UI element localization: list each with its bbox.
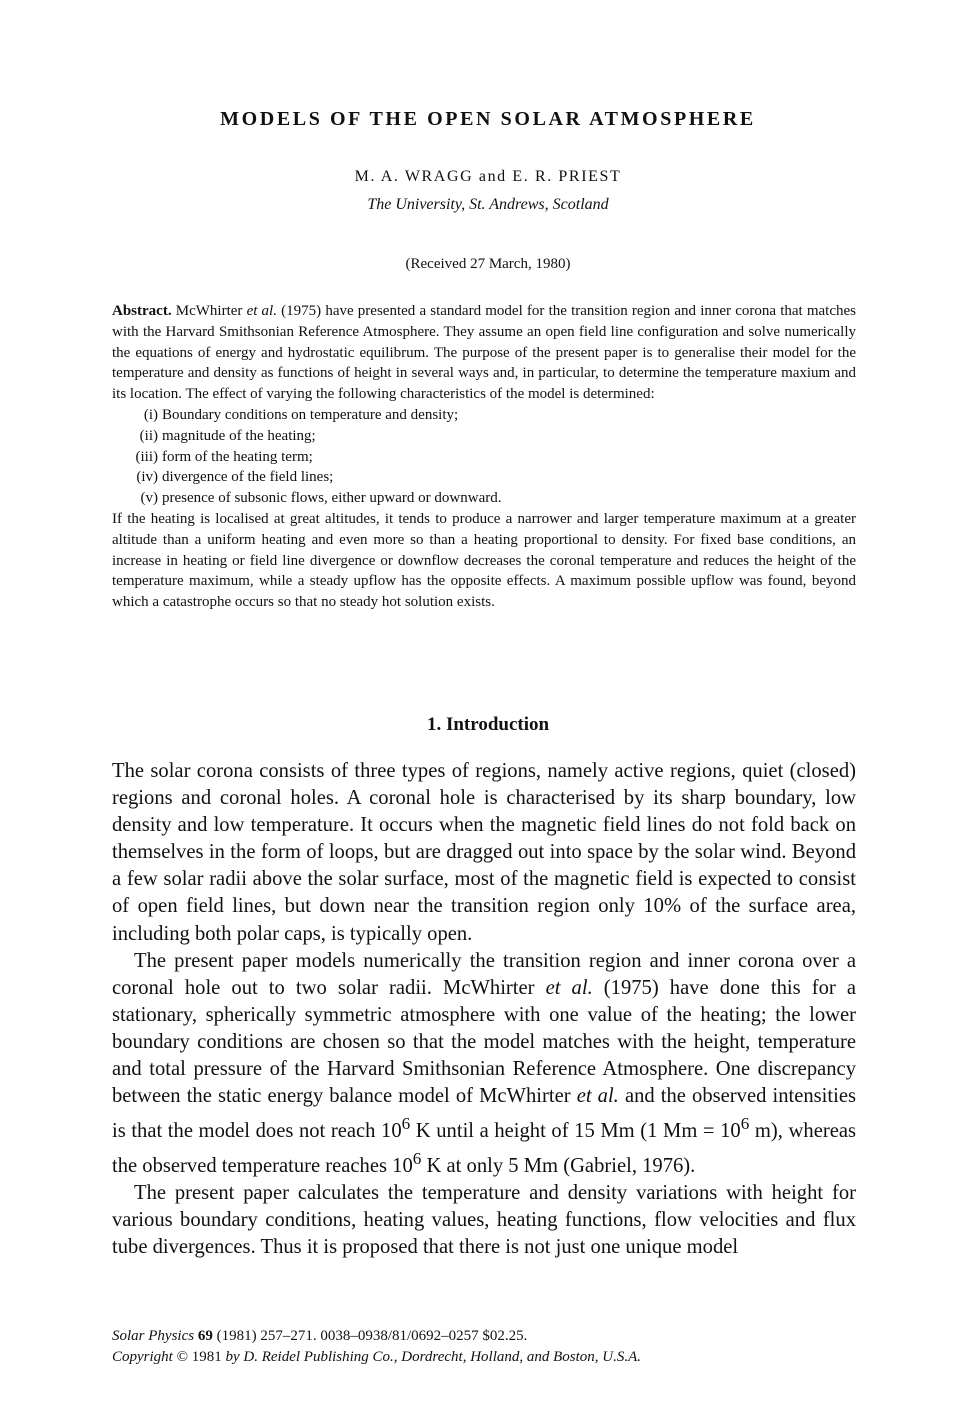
paragraph-1: The solar corona consists of three types of regions, namely active regions, quiet (closed) regions and coronal holes. A coronal hole is characterised by its sharp boundary, low density and low temperature. It occurs when the magnetic field lines do not fold back on themselves in the form of loops, but are dragged out into space by the solar wind. Beyond a few solar radii above the solar surface, most of the magnetic field is expected to consist of open field lines, but down near the transition region only 10% of the surface area, including both polar caps, is typically open. [112,760,856,945]
list-item [112,488,856,509]
list-item-number: (i) [143,406,158,423]
page-footer [112,1326,641,1368]
list-item-text: Boundary conditions on temperature and density; [162,406,459,423]
abstract-et-al: et al. [246,303,277,319]
list-item [112,447,856,468]
abstract-intro-part2: (1975) have presented a standard model for the transition region and inner corona that matches with the Harvard Smithsonian Reference Atmosphere. They assume an open field line configuration and solve numerically the equations of energy and hydrostatic equilibrum. The purpose of the present paper is to generalise their model for the temperature and density as functions of height in several ways and, in particular, to determine the temperature maxium and its location. The effect of varying the following characteristics of the model is determined: [112,303,857,403]
list-item-text: presence of subsonic flows, either upward or downward. [162,490,502,507]
p2-exponent-3: 6 [412,1149,422,1169]
paper-title: MODELS OF THE OPEN SOLAR ATMOSPHERE [220,108,756,130]
list-item [112,405,856,426]
abstract-intro [112,301,856,405]
p2-et-al-2: et al. [576,1085,619,1108]
citation-details: (1981) 257–271. 0038–0938/81/0692–0257 $02.25. [212,1328,528,1344]
list-item-text: divergence of the field lines; [162,469,334,486]
paragraph-3: The present paper calculates the temperature and density variations with height for various boundary conditions, heating values, heating functions, flow velocities and flux tube divergences. Thus it is proposed that there is not just one unique model [112,1182,856,1259]
list-item-number: (v) [140,490,158,507]
list-item-text: form of the heating term; [162,448,313,465]
received-date: (Received 27 March, 1980) [405,256,571,272]
p2-text-c: and the observed intensities is that the model does not reach 10 [112,1085,856,1143]
p2-text-b: (1975) have done this for a stationary, spherically symmetric atmosphere with one value of the heating; the lower boundary conditions are chosen so that the model matches with the height, temperature and total pressure of the Harvard Smithsonian Reference Atmosphere. One discrepancy between the static energy balance model of McWhirter [112,976,856,1108]
list-item-text: magnitude of the heating; [162,427,316,444]
paragraph-2 [112,948,856,1180]
abstract [112,301,856,613]
p2-exponent-2: 6 [740,1114,750,1134]
journal-citation [112,1326,641,1347]
p2-text-f: K at only 5 Mm (Gabriel, 1976). [421,1155,696,1178]
journal-name: Solar Physics [112,1328,195,1344]
copyright-line [112,1347,641,1368]
copyright-icon: © [176,1349,188,1365]
p2-text-e: m), whereas the observed temperature reaches 10 [112,1120,856,1178]
copyright-year: 1981 [188,1349,226,1365]
copyright-label: Copyright [112,1349,173,1365]
list-item [112,467,856,488]
section-heading: 1. Introduction [426,714,550,735]
body-text [112,758,856,1261]
author-affiliation: The University, St. Andrews, Scotland [367,196,609,213]
p2-et-al-1: et al. [545,976,593,999]
list-item-number: (ii) [139,427,158,444]
p2-exponent-1: 6 [401,1114,411,1134]
p2-text-d: K until a height of 15 Mm (1 Mm = 10 [410,1120,741,1143]
abstract-intro-part1: McWhirter [171,303,247,319]
abstract-label: Abstract. [112,303,172,319]
journal-volume: 69 [197,1328,213,1344]
list-item [112,426,856,447]
publisher: by D. Reidel Publishing Co., Dordrecht, Holland, and Boston, U.S.A. [225,1349,642,1365]
p2-text-a: The present paper models numerically the transition region and inner corona over a coronal hole out to two solar radii. McWhirter [112,949,856,999]
list-item-number: (iii) [135,448,158,465]
abstract-list [112,405,856,509]
list-item-number: (iv) [136,469,158,486]
abstract-conclusion: If the heating is localised at great altitudes, it tends to produce a narrower and larger temperature maximum at a greater altitude than a uniform heating and even more so than a heating proportional to density. For fixed base conditions, an increase in heating or field line divergence or downflow decreases the coronal temperature and reduces the height of the temperature maximum, while a steady upflow has the opposite effects. A maximum possible upflow was found, beyond which a catastrophe occurs so that no steady hot solution exists. [112,510,856,611]
paper-authors: M. A. WRAGG and E. R. PRIEST [354,168,622,185]
